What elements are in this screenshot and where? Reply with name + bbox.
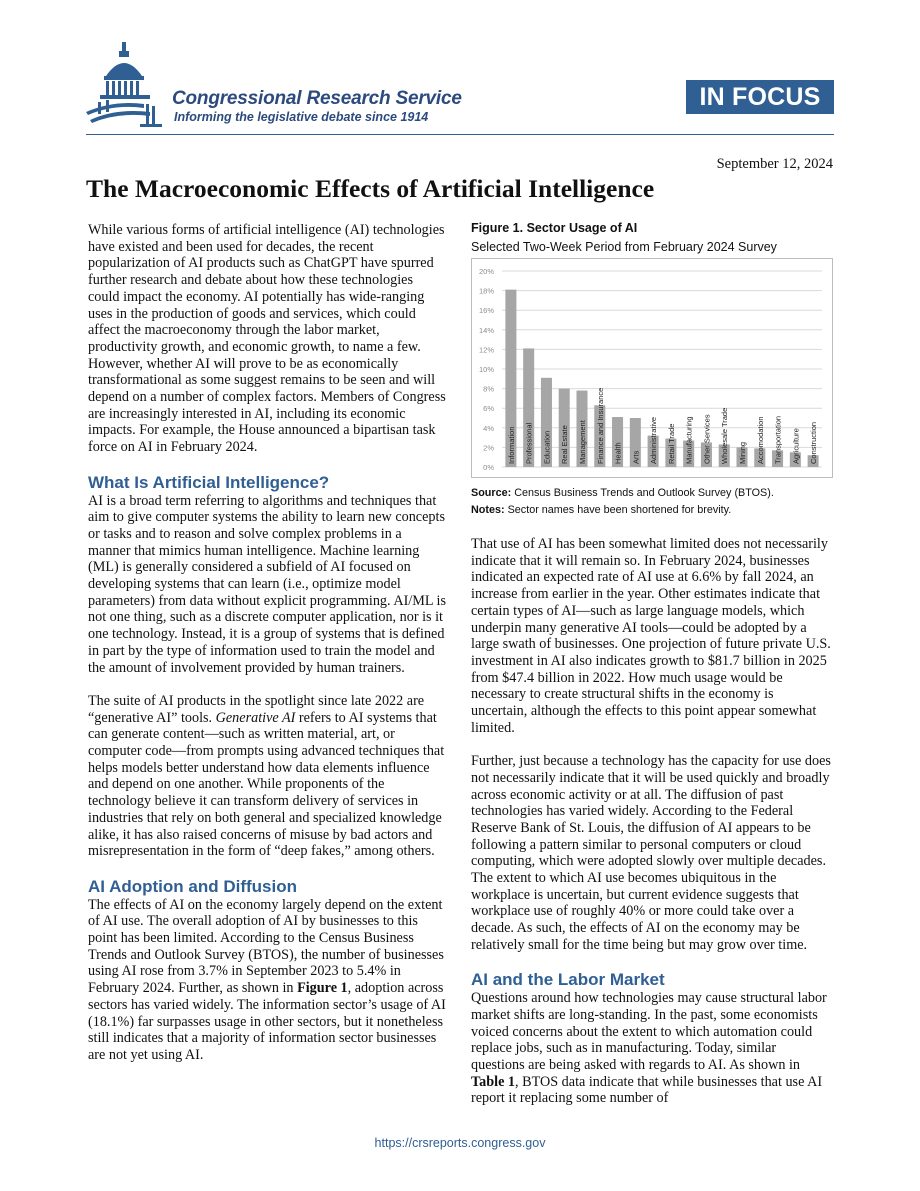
category-label: Information: [506, 426, 516, 464]
section-heading-adoption: AI Adoption and Diffusion: [88, 876, 297, 896]
category-label: Mining: [738, 441, 747, 464]
chart-svg: [472, 259, 832, 477]
category-label: Wholesale Trade: [720, 407, 730, 464]
figure-subtitle: Selected Two-Week Period from February 2024 Survey: [471, 240, 777, 254]
intro-paragraph: While various forms of artificial intelligence (AI) technologies have existed and been used for decades, the recent popularization of AI products such as ChatGPT have spurred further research and debate about how these technologies could impact the economy. AI potentially has wide-ranging uses in the production of goods and services, which could affect the macroeconomy through the labor market, productivity growth, and economic growth, to name a few. However, whether AI will prove to be as economically transformational as some suggest remains to be seen and will depend on a number of complex factors. Members of Congress are increasingly interested in AI, including its economic impacts. For example, the House announced a bipartisan task force on AI in February 2024.: [88, 222, 446, 456]
category-label: Education: [542, 430, 552, 464]
section-heading-labor-market: AI and the Labor Market: [471, 970, 665, 990]
category-label: Agriculture: [791, 428, 801, 464]
left-column: [88, 222, 446, 1080]
y-tick-label: 12%: [478, 345, 494, 355]
y-tick-label: 18%: [478, 286, 494, 296]
y-tick-label: 8%: [483, 384, 494, 394]
figure-notes: Notes: Sector names have been shortened for brevity.: [471, 504, 732, 516]
capitol-dome-logo: [84, 42, 168, 128]
category-label: Construction: [809, 421, 819, 464]
y-tick-label: 2%: [483, 443, 494, 453]
category-label: Transportation: [773, 415, 783, 464]
y-tick-label: 6%: [483, 404, 494, 414]
page-title: The Macroeconomic Effects of Artificial Intelligence: [86, 174, 655, 203]
diffusion-paragraph: Further, just because a technology has the capacity for use does not necessarily indicate that it will be used quickly and broadly across economic activity or at all. The diffusion of past technologies has varied widely. According to the Federal Reserve Bank of St. Louis, the diffusion of AI appears to be following a pattern similar to personal computers or cloud computing, which were adopted slowly over multiple decades. The extent to which AI use becomes ubiquitous in the workplace is uncertain, but current evidence suggests that workplace use of roughly 40% or more could take over a decade. As such, the effects of AI on the economy may be relatively small for the time being but may grow over time.: [471, 753, 831, 953]
figure-source: Source: Census Business Trends and Outlook Survey (BTOS).: [471, 487, 774, 499]
category-label: Real Estate: [560, 425, 570, 464]
category-label: Health: [613, 442, 623, 464]
category-label: Manufacturing: [684, 416, 694, 464]
labor-market-paragraph: Questions around how technologies may cause structural labor market shifts are long-standing. In the past, some economists voiced concerns about the extent to which automation could replace jobs, such as in manufacturing. Today, similar questions are being asked with regards to AI. As shown in Table 1, BTOS data indicate that while businesses that use AI report it replacing some number of: [471, 990, 827, 1107]
category-label: Accomodation: [755, 416, 765, 464]
y-tick-label: 10%: [478, 365, 494, 374]
org-name: Congressional Research Service: [172, 88, 462, 109]
header-divider: [86, 134, 834, 135]
category-label: Administrative: [649, 416, 659, 464]
y-tick-label: 0%: [483, 463, 494, 472]
adoption-paragraph: The effects of AI on the economy largely depend on the extent of AI use. The overall adoption of AI by businesses to this point has been limited. According to the Census Business Trends and Outlook Survey (BTOS), the number of businesses using AI rose from 3.7% in September 2023 to 5.4% in February 2024. Further, as shown in Figure 1, adoption across sectors has varied widely. The information sector’s usage of AI (18.1%) far surpasses usage in other sectors, but it nonetheless still indicates that a majority of information sector businesses are not yet using AI.: [88, 896, 446, 1063]
y-tick-label: 14%: [478, 325, 494, 335]
figure-title: Figure 1. Sector Usage of AI: [471, 221, 638, 235]
category-label: Management: [578, 420, 587, 464]
org-tagline: Informing the legislative debate since 1914: [174, 110, 429, 124]
category-label: Other Services: [702, 414, 712, 464]
footer-link[interactable]: https://crsreports.congress.gov: [374, 1136, 546, 1150]
y-tick-label: 20%: [478, 267, 494, 276]
usage-outlook-paragraph: That use of AI has been somewhat limited does not necessarily indicate that it will remain so. In February 2024, businesses indicated an expected rate of AI use at 6.6% by fall 2024, an increase from earlier in the year. Other estimates indicate that certain types of AI—such as large language models, which underpin many generative AI tools—could be adopted by a large swath of businesses. One projection of future private U.S. investment in AI also indicates growth to $81.7 billion in 2025 from $47.4 billion in 2022. How much usage would be necessary to create structural shifts in the economy is uncertain, although the effects to this point appear somewhat limited.: [471, 536, 831, 736]
in-focus-badge: IN FOCUS: [686, 80, 834, 114]
category-label: Finance and Insurance: [595, 387, 605, 464]
y-tick-label: 16%: [478, 306, 494, 316]
sector-usage-chart: [471, 258, 833, 478]
definition-paragraph: AI is a broad term referring to algorithms and techniques that aim to give computer systems the ability to learn new concepts or tasks and to reason and solve complex problems in a manner that mimics human intelligence. Machine learning (ML) is generally considered a subfield of AI focused on developing systems that can learn (i.e., optimize model parameters) from data without explicit programming. AI/ML is not one thing, such as a discrete computer application, nor is it one technology. Instead, it is a group of systems that is defined in part by the type of information used to train the model and the amount of involvement provided by human trainers.: [88, 492, 447, 676]
right-column: [471, 536, 833, 1124]
generative-ai-paragraph: The suite of AI products in the spotlight since late 2022 are “generative AI” tools. Generative AI refers to AI systems that can generate content—such as written material, art, or computer code—from prompts using advanced techniques that helps models better understand how data elements influence and depend on one another. While proponents of the technology believe it can transform delivery of services in industries that rely on both general and specialized knowledge alike, it has also raised concerns of misuse by bad actors and misrepresentation in the form of “deep fakes,” among others.: [88, 692, 445, 860]
y-tick-label: 4%: [483, 423, 494, 433]
category-label: Professional: [524, 422, 534, 464]
category-label: Retail Trade: [666, 423, 676, 464]
section-heading-what-is-ai: What Is Artificial Intelligence?: [88, 472, 330, 492]
category-label: Arts: [631, 450, 641, 464]
publication-date: September 12, 2024: [716, 156, 833, 172]
